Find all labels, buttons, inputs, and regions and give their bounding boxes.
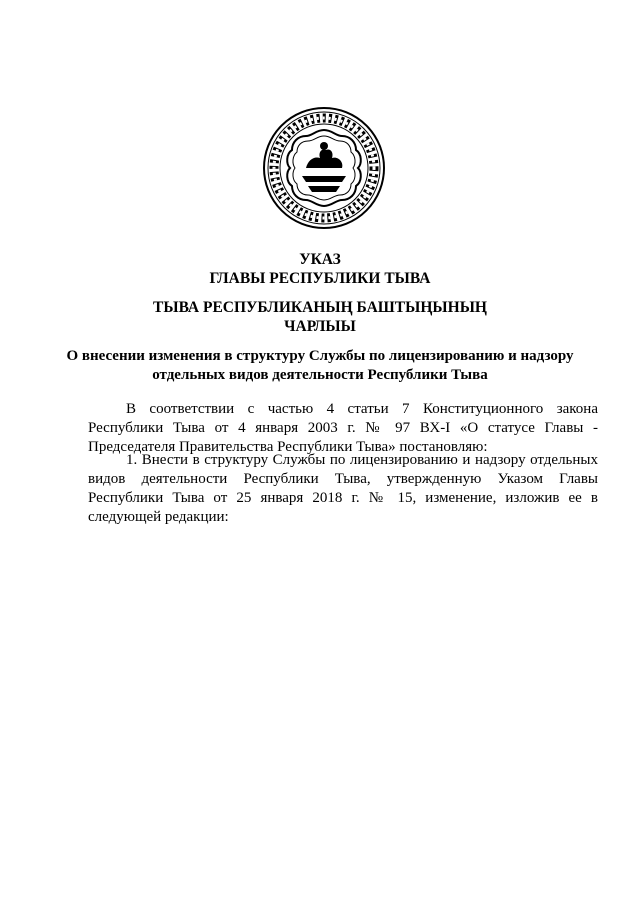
decree-title-tuvan <box>0 298 640 336</box>
tuva-coat-of-arms-icon <box>262 106 386 230</box>
decree-subject-line-1: О внесении изменения в структуру Службы по лицензированию и надзору <box>66 348 574 364</box>
preamble-paragraph: В соответствии с частью 4 статьи 7 Конституционного закона Республики Тыва от 4 января 2003 г. № 97 ВХ-I «О статусе Главы - Председателя Правительства Республики Тыва» постановляю: <box>88 401 598 455</box>
decree-subject-line-2: отдельных видов деятельности Республики Тыва <box>152 367 488 383</box>
decree-issuer-tuvan-line: ТЫВА РЕСПУБЛИКАНЫҢ БАШТЫҢЫНЫҢ <box>153 299 487 316</box>
clause-1-paragraph: 1. Внести в структуру Службы по лицензированию и надзору отдельных видов деятельности Республики Тыва, утвержденную Указом Главы Республики Тыва от 25 января 2018 г. № 15, изменение, изложив ее в следующей редакции: <box>88 452 598 525</box>
decree-title <box>0 250 640 288</box>
decree-title-line: УКАЗ <box>299 251 341 268</box>
decree-title-tuvan-line: ЧАРЛЫЫ <box>284 318 356 335</box>
decree-subject <box>0 347 640 385</box>
decree-issuer-line: ГЛАВЫ РЕСПУБЛИКИ ТЫВА <box>209 270 431 287</box>
